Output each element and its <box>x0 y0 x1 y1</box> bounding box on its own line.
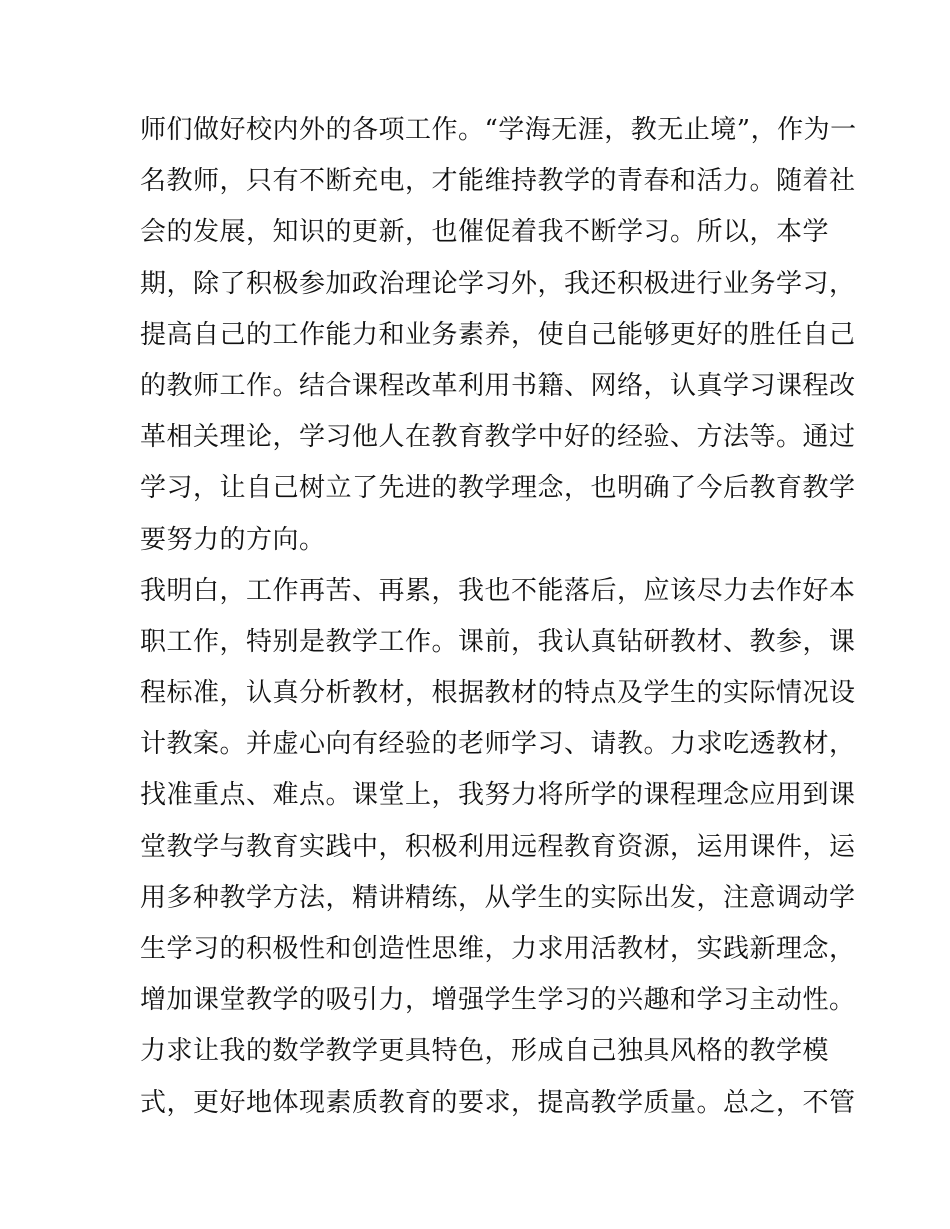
text-line: 名教师，只有不断充电，才能维持教学的青春和活力。随着社 <box>140 166 856 197</box>
text-line: 期，除了积极参加政治理论学习外，我还积极进行业务学习， <box>140 268 856 299</box>
text-line: 会的发展，知识的更新，也催促着我不断学习。所以，本学 <box>140 217 830 248</box>
text-line: 提高自己的工作能力和业务素养，使自己能够更好的胜任自己 <box>140 319 856 350</box>
text-line: 用多种教学方法，精讲精练，从学生的实际出发，注意调动学 <box>140 882 856 913</box>
text-line: 程标准，认真分析教材，根据教材的特点及学生的实际情况设 <box>140 678 856 709</box>
text-line: 要努力的方向。 <box>140 524 326 555</box>
body-text <box>140 105 857 1129</box>
text-line: 式，更好地体现素质教育的要求，提高教学质量。总之，不管 <box>140 1087 856 1118</box>
text-line: 学习，让自己树立了先进的教学理念，也明确了今后教育教学 <box>140 473 856 504</box>
text-line: 计教案。并虚心向有经验的老师学习、请教。力求吃透教材， <box>140 729 856 760</box>
text-line: 的教师工作。结合课程改革利用书籍、网络，认真学习课程改 <box>140 370 856 401</box>
text-line: 增加课堂教学的吸引力，增强学生学习的兴趣和学习主动性。 <box>140 985 856 1016</box>
text-line: 我明白，工作再苦、再累，我也不能落后，应该尽力去作好本 <box>140 575 856 606</box>
text-line: 生学习的积极性和创造性思维，力求用活教材，实践新理念， <box>140 934 856 964</box>
text-line: 革相关理论，学习他人在教育教学中好的经验、方法等。通过 <box>140 422 856 453</box>
text-line: 职工作，特别是教学工作。课前，我认真钻研教材、教参，课 <box>140 626 856 657</box>
text-line: 找准重点、难点。课堂上，我努力将所学的课程理念应用到课 <box>140 780 856 811</box>
text-line: 师们做好校内外的各项工作。“学海无涯，教无止境”，作为一 <box>140 115 857 145</box>
text-line: 堂教学与教育实践中，积极利用远程教育资源，运用课件，运 <box>140 831 856 862</box>
text-line: 力求让我的数学教学更具特色，形成自己独具风格的教学模 <box>140 1036 830 1067</box>
